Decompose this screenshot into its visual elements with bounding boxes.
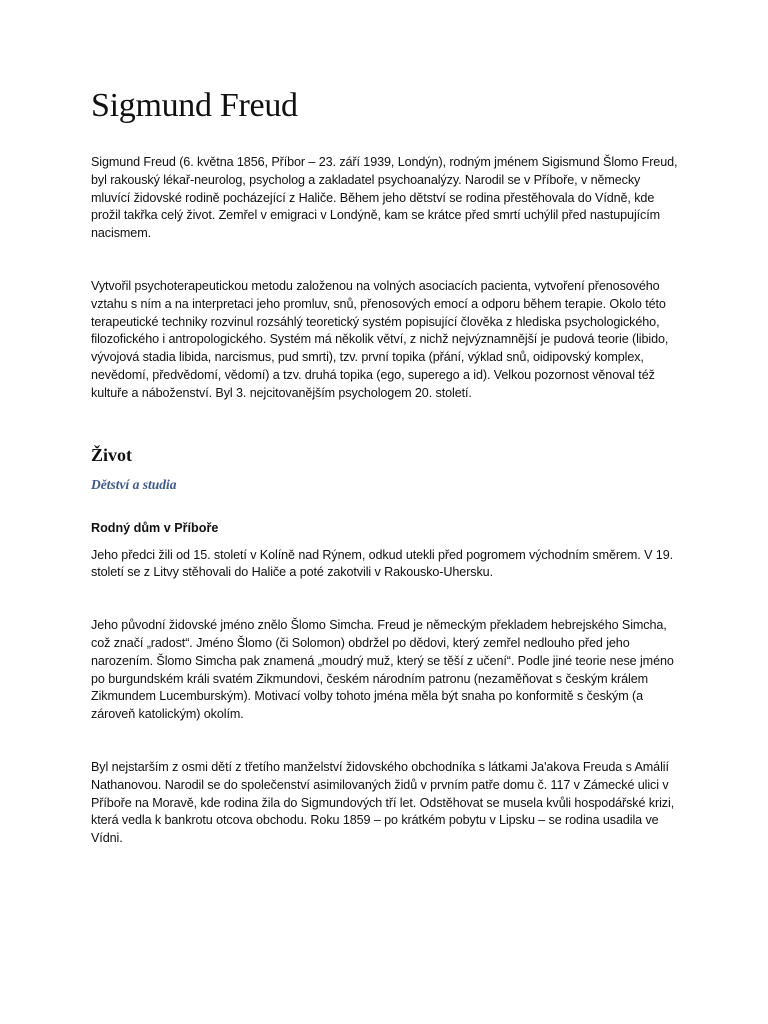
minor-heading-rodny-dum: Rodný dům v Příboře [91,520,219,535]
body-paragraph-2: Jeho původní židovské jméno znělo Šlomo Simcha. Freud je německým překladem hebrejského Simcha, což značí „radost“. Jméno Šlomo (či Solomon) obdržel po dědovi, který zemřel nedlouho před jeho narozením. Šlomo Simcha pak znamená „moudrý muž, který se těší z učení“. Podle jiné teorie nese jméno po burgundském králi svatém Zikmundovi, českém národním patronu (nezaměňovat s českým králem Zikmundem Lucemburským). Motivací volby tohoto jména měla být snaha po konformitě s českým (a zároveň katolickým) okolím. [91,618,674,722]
document-title: Sigmund Freud [91,87,298,124]
intro-paragraph-2: Vytvořil psychoterapeutickou metodu založenou na volných asociacích pacienta, vytvoření přenosového vztahu s ním a na interpretaci jeho promluv, snů, přenosových emocí a odporu během terapie. Okolo této terapeutické techniky rozvinul rozsáhlý teoretický systém popisující člověka z hlediska psychologického, filozofického i antropologického. Systém má několik větví, z nichž nejvýznamnější je pudová teorie (libido, vývojová stadia libida, narcismus, pud smrti), tzv. první topika (přání, výklad snů, oidipovský komplex, nevědomí, předvědomí, vědomí) a tzv. druhá topika (ego, superego a id). Velkou pozornost věnoval též kultuře a náboženství. Byl 3. nejcitovanějším psychologem 20. století. [91,278,669,400]
body-paragraph-3: Byl nejstarším z osmi dětí z třetího manželství židovského obchodníka s látkami Ja'akova Freuda s Amálií Nathanovou. Narodil se do společenství asimilovaných židů v prvním patře domu č. 117 v Zámecké ulici v Příboře na Moravě, kde rodina žila do Sigmundových tří let. Odstěhovat se musela kvůli hospodářské krizi, která vedla k bankrotu otcova obchodu. Roku 1859 – po krátkém pobytu v Lipsku – se rodina usadila ve Vídni. [91,759,675,846]
body-paragraph-1: Jeho předci žili od 15. století v Kolíně nad Rýnem, odkud utekli před pogromem východním směrem. V 19. století se z Litvy stěhovali do Haliče a poté zakotvili v Rakousko-Uhersku. [91,547,674,580]
section-heading-zivot: Život [91,444,133,465]
subsection-heading-detstvi: Dětství a studia [91,476,177,492]
document-content [91,84,681,848]
intro-paragraph-1: Sigmund Freud (6. května 1856, Příbor – 23. září 1939, Londýn), rodným jménem Sigismund Šlomo Freud, byl rakouský lékař-neurolog, psycholog a zakladatel psychoanalýzy. Narodil se v Příboře, v německy mluvící židovské rodině pocházející z Haliče. Během jeho dětství se rodina přestěhovala do Vídně, kde prožil takřka celý život. Zemřel v emigraci v Londýně, kam se krátce před smrtí uchýlil před nastupujícím nacismem. [91,155,678,241]
